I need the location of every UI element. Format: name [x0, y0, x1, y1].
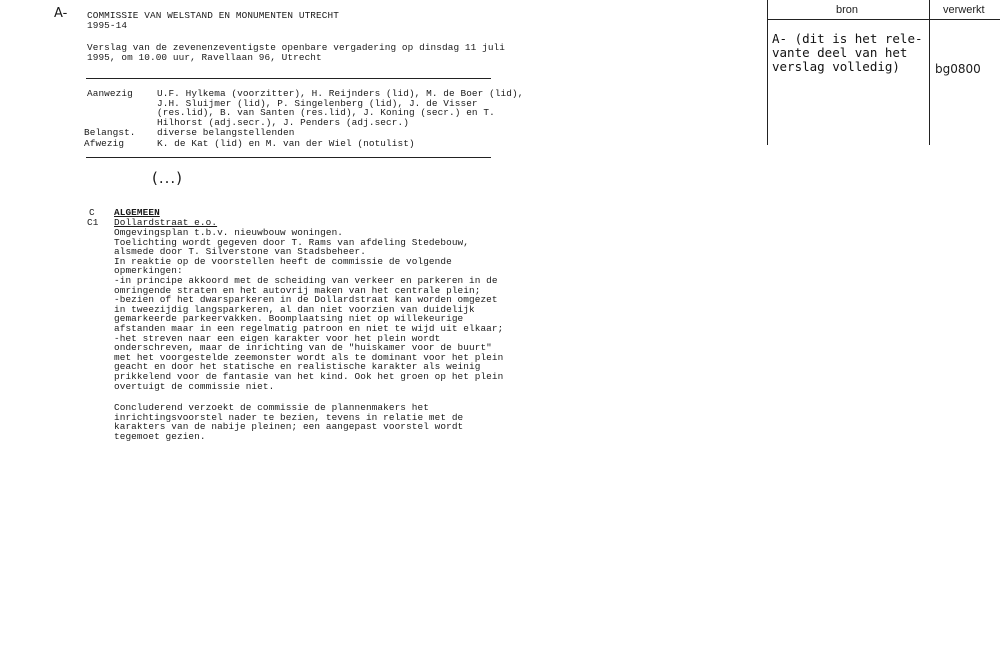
body-line: omringende straten en het autovrij maken van het centrale plein;: [114, 284, 481, 296]
stamp-header-verwerkt: verwerkt: [943, 4, 985, 16]
intro-line-1: Verslag van de zevenenzeventigste openbare vergadering op dinsdag 11 juli: [87, 42, 505, 53]
body-line: geacht en door het statische en realistische karakter als weinig: [114, 361, 481, 373]
divider-bottom: [86, 157, 491, 158]
conclusion-line: inrichtingsvoorstel nader te bezien, tevens in relatie met de: [114, 411, 464, 423]
absent-label: Afwezig: [84, 138, 125, 149]
item-code: C1: [87, 217, 99, 228]
conclusion-line: karakters van de nabije pleinen; een aangepast voorstel wordt: [114, 421, 464, 433]
body-line: Omgevingsplan t.b.v. nieuwbouw woningen.: [114, 227, 344, 238]
intro-line-2: 1995, om 10.00 uur, Ravellaan 96, Utrecht: [87, 52, 322, 63]
stamp-source-line: verslag volledig): [772, 59, 900, 74]
divider-top: [86, 78, 491, 79]
body-line: -het streven naar een eigen karakter voor het plein wordt: [114, 332, 441, 344]
doc-code: 1995-14: [87, 20, 128, 31]
conclusion-line: tegemoet gezien.: [114, 430, 206, 442]
stamp-processed: bg0800: [935, 62, 981, 76]
interested-value: diverse belangstellenden: [157, 127, 295, 138]
omission-mark: (...): [152, 169, 184, 187]
item-title: Dollardstraat e.o.: [114, 217, 218, 228]
interested-label: Belangst.: [84, 127, 136, 138]
body-line: afstanden maar in een regelmatig patroon en niet te wijd uit elkaar;: [114, 322, 504, 334]
body-line: onderschreven, maar de inrichting van de "huiskamer voor de buurt": [114, 342, 492, 354]
present-list: [157, 89, 523, 127]
present-label: Aanwezig: [87, 88, 133, 99]
body-line: in tweezijdig langsparkeren, al dan niet voorzien van duidelijk: [114, 303, 475, 315]
org-title: COMMISSIE VAN WELSTAND EN MONUMENTEN UTRECHT: [87, 10, 339, 21]
stamp-source: [772, 32, 923, 74]
body-line: -in principe akkoord met de scheiding van verkeer en parkeren in de: [114, 274, 498, 286]
body-line: gemarkeerde parkeervakken. Boomplaatsing niet op willekeurige: [114, 313, 464, 325]
present-line: U.F. Hylkema (voorzitter), H. Reijnders (lid), M. de Boer (lid),: [157, 88, 524, 99]
present-line: Hilhorst (adj.secr.), J. Penders (adj.secr.): [157, 116, 409, 128]
body-line: Toelichting wordt gegeven door T. Rams van afdeling Stedebouw,: [114, 236, 470, 248]
margin-mark: A-: [54, 6, 68, 21]
body-line: opmerkingen:: [114, 265, 183, 277]
absent-value: K. de Kat (lid) en M. van der Wiel (notulist): [157, 138, 415, 149]
present-line: J.H. Sluijmer (lid), P. Singelenberg (lid), J. de Visser: [157, 97, 478, 109]
body-line: prikkelend voor de fantasie van het kind. Ook het groen op het plein: [114, 370, 504, 382]
stamp-source-line: vante deel van het: [772, 45, 908, 60]
section-title: ALGEMEEN: [114, 207, 160, 218]
body-line: overtuigt de commissie niet.: [114, 380, 275, 392]
present-line: (res.lid), B. van Santen (res.lid), J. Koning (secr.) en T.: [157, 107, 495, 119]
item-body: [114, 228, 503, 391]
body-line: In reaktie op de voorstellen heeft de commissie de volgende: [114, 255, 452, 267]
body-line: met het voorgestelde zeemonster wordt als te dominant voor het plein: [114, 351, 504, 363]
body-line: alsmede door T. Silverstone van Stadsbeheer.: [114, 246, 366, 258]
conclusion-line: Concluderend verzoekt de commissie de plannenmakers het: [114, 402, 429, 413]
stamp-header-bron: bron: [836, 4, 859, 16]
conclusion: [114, 403, 463, 441]
body-line: -bezien of het dwarsparkeren in de Dollardstraat kan worden omgezet: [114, 294, 498, 306]
stamp-source-line: A- (dit is het rele-: [772, 31, 923, 46]
section-code: C: [89, 207, 95, 218]
